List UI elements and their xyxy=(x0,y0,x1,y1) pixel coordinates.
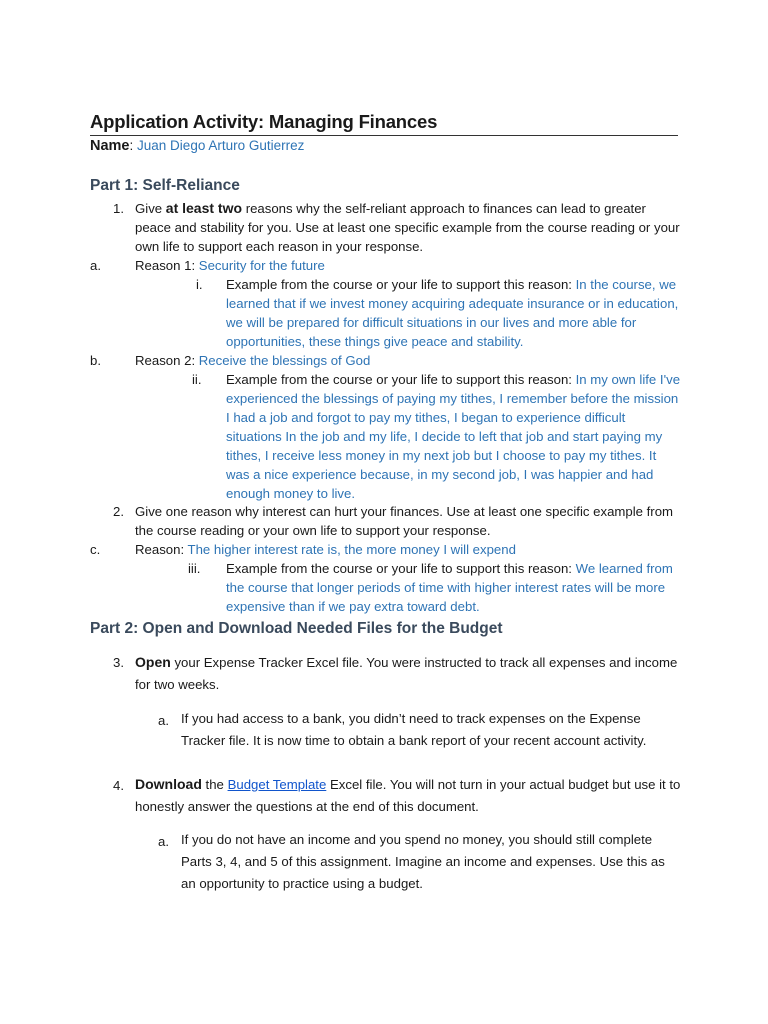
document-title: Application Activity: Managing Finances xyxy=(90,111,678,136)
reason3-marker: c. xyxy=(90,542,101,557)
example3-answer[interactable]: We learned from the course that longer periods of time with higher interest rates will be more expensive than if we pay extra toward debt. xyxy=(226,561,673,614)
example2-text: Example from the course or your life to support this reason: In my own life I've experienced the blessings of paying my tithes, I remember before the mission I had a job and forgot to pay my tithes, I began to experience difficult situations In the job and my life, I decide to left that job and start paying my tithes, I receive less money in my next job but I choose to pay my tithes. It was a nice experience because, in my second job, I was happier and had enough money to live. xyxy=(226,372,681,501)
q1-text: Give at least two reasons why the self-reliant approach to finances can lead to greater peace and stability for you. Use at least one specific example from the course reading or your own life to support each reason in your response. xyxy=(135,200,680,254)
reason1-line: Reason 1: Security for the future xyxy=(135,258,325,273)
reason1-answer[interactable]: Security for the future xyxy=(198,258,325,273)
budget-template-link[interactable]: Budget Template xyxy=(227,777,327,792)
q3-bold: Open xyxy=(135,654,171,670)
q1-bold: at least two xyxy=(165,200,243,216)
name-line xyxy=(90,138,304,154)
q2-number: 2. xyxy=(113,504,124,519)
name-label: Name xyxy=(90,138,130,154)
example1-answer[interactable]: In the course, we learned that if we invest money acquiring adequate insurance or in education, we will be prepared for difficult situations in our lives and more able for opportunities, these things give peace and stability. xyxy=(226,277,679,349)
name-value[interactable]: Juan Diego Arturo Gutierrez xyxy=(137,138,305,153)
q3a-text: If you had access to a bank, you didn’t need to track expenses on the Expense Tracker file. It is now time to obtain a bank report of your recent account activity. xyxy=(181,711,647,748)
q3-text: Open your Expense Tracker Excel file. You were instructed to track all expenses and income for two weeks. xyxy=(135,654,678,692)
q3-number: 3. xyxy=(113,655,124,670)
example1-marker: i. xyxy=(196,277,203,292)
example2-marker: ii. xyxy=(192,372,202,387)
reason3-line: Reason: The higher interest rate is, the more money I will expend xyxy=(135,542,516,557)
reason1-marker: a. xyxy=(90,258,101,273)
q4-bold: Download xyxy=(135,776,202,792)
example1-text: Example from the course or your life to support this reason: In the course, we learned that if we invest money acquiring adequate insurance or in education, we will be prepared for difficult situations in our lives and more able for opportunities, these things give peace and stability. xyxy=(226,277,679,349)
reason3-answer[interactable]: The higher interest rate is, the more money I will expend xyxy=(187,542,516,557)
part1-heading: Part 1: Self-Reliance xyxy=(90,177,240,194)
example3-text: Example from the course or your life to support this reason: We learned from the course that longer periods of time with higher interest rates will be more expensive than if we pay extra toward debt. xyxy=(226,561,673,614)
example3-marker: iii. xyxy=(188,561,201,576)
reason2-answer[interactable]: Receive the blessings of God xyxy=(198,353,371,368)
q4a-marker: a. xyxy=(158,834,169,849)
example2-answer[interactable]: In my own life I've experienced the blessings of paying my tithes, I remember before the mission I had a job and forgot to pay my tithes, I began to experience difficult situations In the job and my life, I decide to left that job and start paying my tithes, I receive less money in my next job but I choose to pay my tithes. It was a nice experience because, in my second job, I was happier and had enough money to live. xyxy=(226,372,681,501)
q1-number: 1. xyxy=(113,201,124,216)
q3a-marker: a. xyxy=(158,713,169,728)
q4-number: 4. xyxy=(113,778,124,793)
name-colon: : xyxy=(129,138,134,153)
reason2-marker: b. xyxy=(90,353,101,368)
reason2-line: Reason 2: Receive the blessings of God xyxy=(135,353,371,368)
q4-text: Download the Budget Template Excel file. You will not turn in your actual budget but use it to honestly answer the questions at the end of this document. xyxy=(135,776,681,814)
q2-text: Give one reason why interest can hurt your finances. Use at least one specific example from the course reading or your own life to support your response. xyxy=(135,504,674,538)
part2-heading: Part 2: Open and Download Needed Files for the Budget xyxy=(90,620,503,637)
q4a-text: If you do not have an income and you spend no money, you should still complete Parts 3, 4, and 5 of this assignment. Imagine an income and expenses. Use this as an opportunity to practice using a budget. xyxy=(181,832,665,891)
